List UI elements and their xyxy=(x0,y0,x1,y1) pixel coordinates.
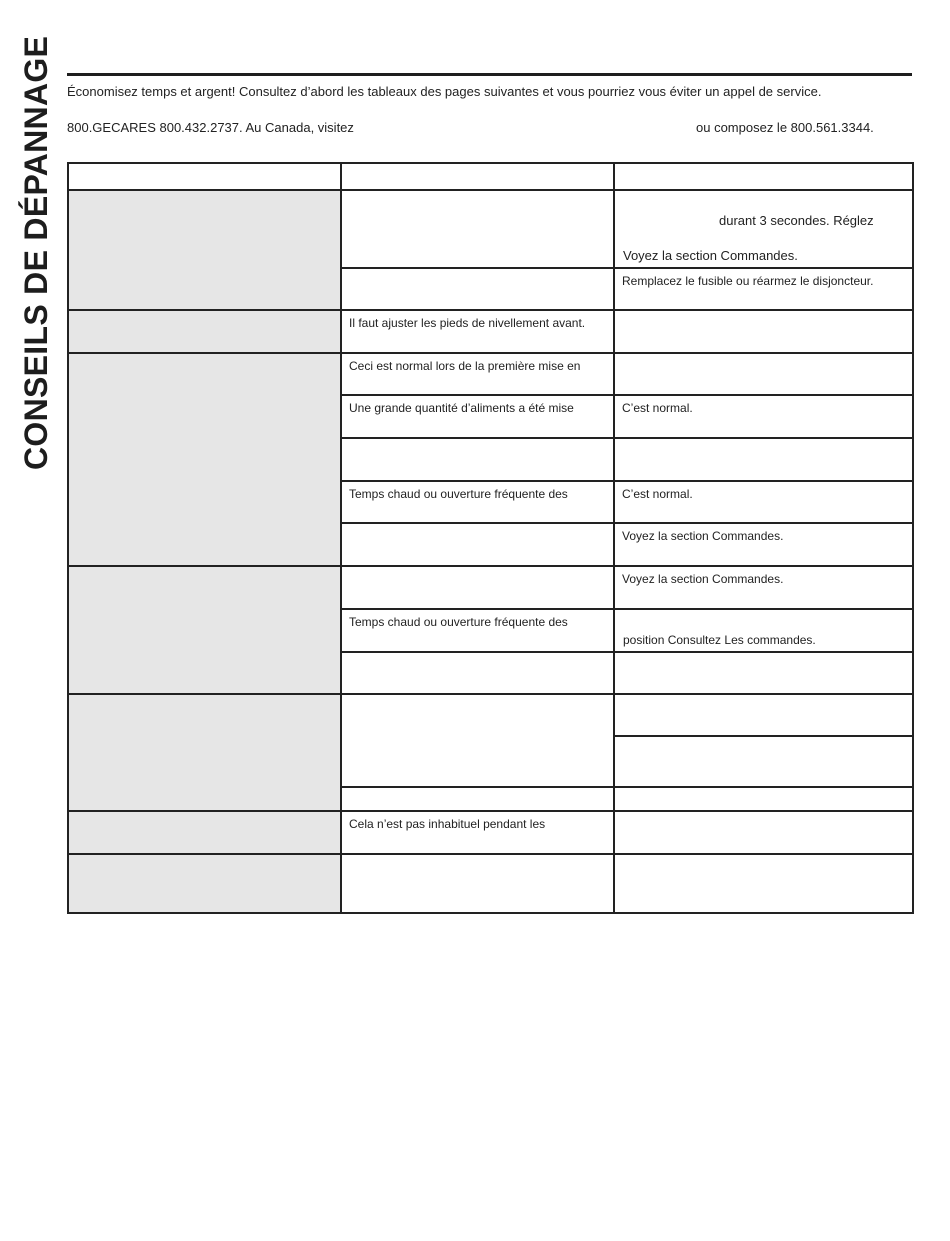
solution-cell-1: durant 3 secondes. Réglez Voyez la section Commandes. xyxy=(613,189,914,268)
cause-cell-14: Cela n’est pas inhabituel pendant les xyxy=(340,810,614,854)
solution-cell-11 xyxy=(613,651,914,694)
cause-cell-9 xyxy=(340,565,614,609)
problem-cell-3 xyxy=(67,352,341,566)
problem-cell-5 xyxy=(67,693,341,811)
side-title: CONSEILS DE DÉPANNAGE xyxy=(18,35,54,470)
cause-cell-2 xyxy=(340,267,614,310)
problem-cell-4 xyxy=(67,565,341,694)
problem-cell-2 xyxy=(67,309,341,353)
header-cell-solution xyxy=(613,162,914,190)
solution-cell-4 xyxy=(613,352,914,395)
solution-cell-2: Remplacez le fusible ou réarmez le disjoncteur. xyxy=(613,267,914,310)
cause-cell-11 xyxy=(340,651,614,694)
solution-cell-12 xyxy=(613,693,914,736)
solution-cell-8: Voyez la section Commandes. xyxy=(613,522,914,566)
header-cell-cause xyxy=(340,162,614,190)
contact-text-right: ou composez le 800.561.3344. xyxy=(696,120,874,135)
solution-cell-15 xyxy=(613,810,914,854)
problem-cell-6 xyxy=(67,810,341,854)
solution-cell-10: position Consultez Les commandes. xyxy=(613,608,914,652)
cause-cell-3: Il faut ajuster les pieds de nivellement avant. xyxy=(340,309,614,353)
solution-cell-9: Voyez la section Commandes. xyxy=(613,565,914,609)
cause-cell-13 xyxy=(340,786,614,811)
cause-cell-7: Temps chaud ou ouverture fréquente des xyxy=(340,480,614,523)
problem-cell-7 xyxy=(67,853,341,914)
solution-cell-14 xyxy=(613,786,914,811)
cause-cell-4: Ceci est normal lors de la première mise en xyxy=(340,352,614,395)
solution-cell-16 xyxy=(613,853,914,914)
table-bottom-border xyxy=(67,912,914,914)
contact-text-left: 800.GECARES 800.432.2737. Au Canada, visitez xyxy=(67,120,354,135)
solution-cell-6 xyxy=(613,437,914,481)
intro-text: Économisez temps et argent! Consultez d’abord les tableaux des pages suivantes et vous pourriez vous éviter un appel de service. xyxy=(67,84,822,99)
cause-cell-10: Temps chaud ou ouverture fréquente des xyxy=(340,608,614,652)
cause-cell-8 xyxy=(340,522,614,566)
cause-cell-15 xyxy=(340,853,614,914)
problem-cell-1 xyxy=(67,189,341,310)
solution-cell-3 xyxy=(613,309,914,353)
cause-cell-12 xyxy=(340,693,614,787)
solution-cell-5: C’est normal. xyxy=(613,394,914,438)
cause-cell-6 xyxy=(340,437,614,481)
solution-cell-13 xyxy=(613,735,914,787)
cause-cell-1 xyxy=(340,189,614,268)
solution-cell-7: C’est normal. xyxy=(613,480,914,523)
table-right-border xyxy=(912,162,914,914)
cause-cell-5: Une grande quantité d’aliments a été mise xyxy=(340,394,614,438)
header-cell-problem xyxy=(67,162,341,190)
